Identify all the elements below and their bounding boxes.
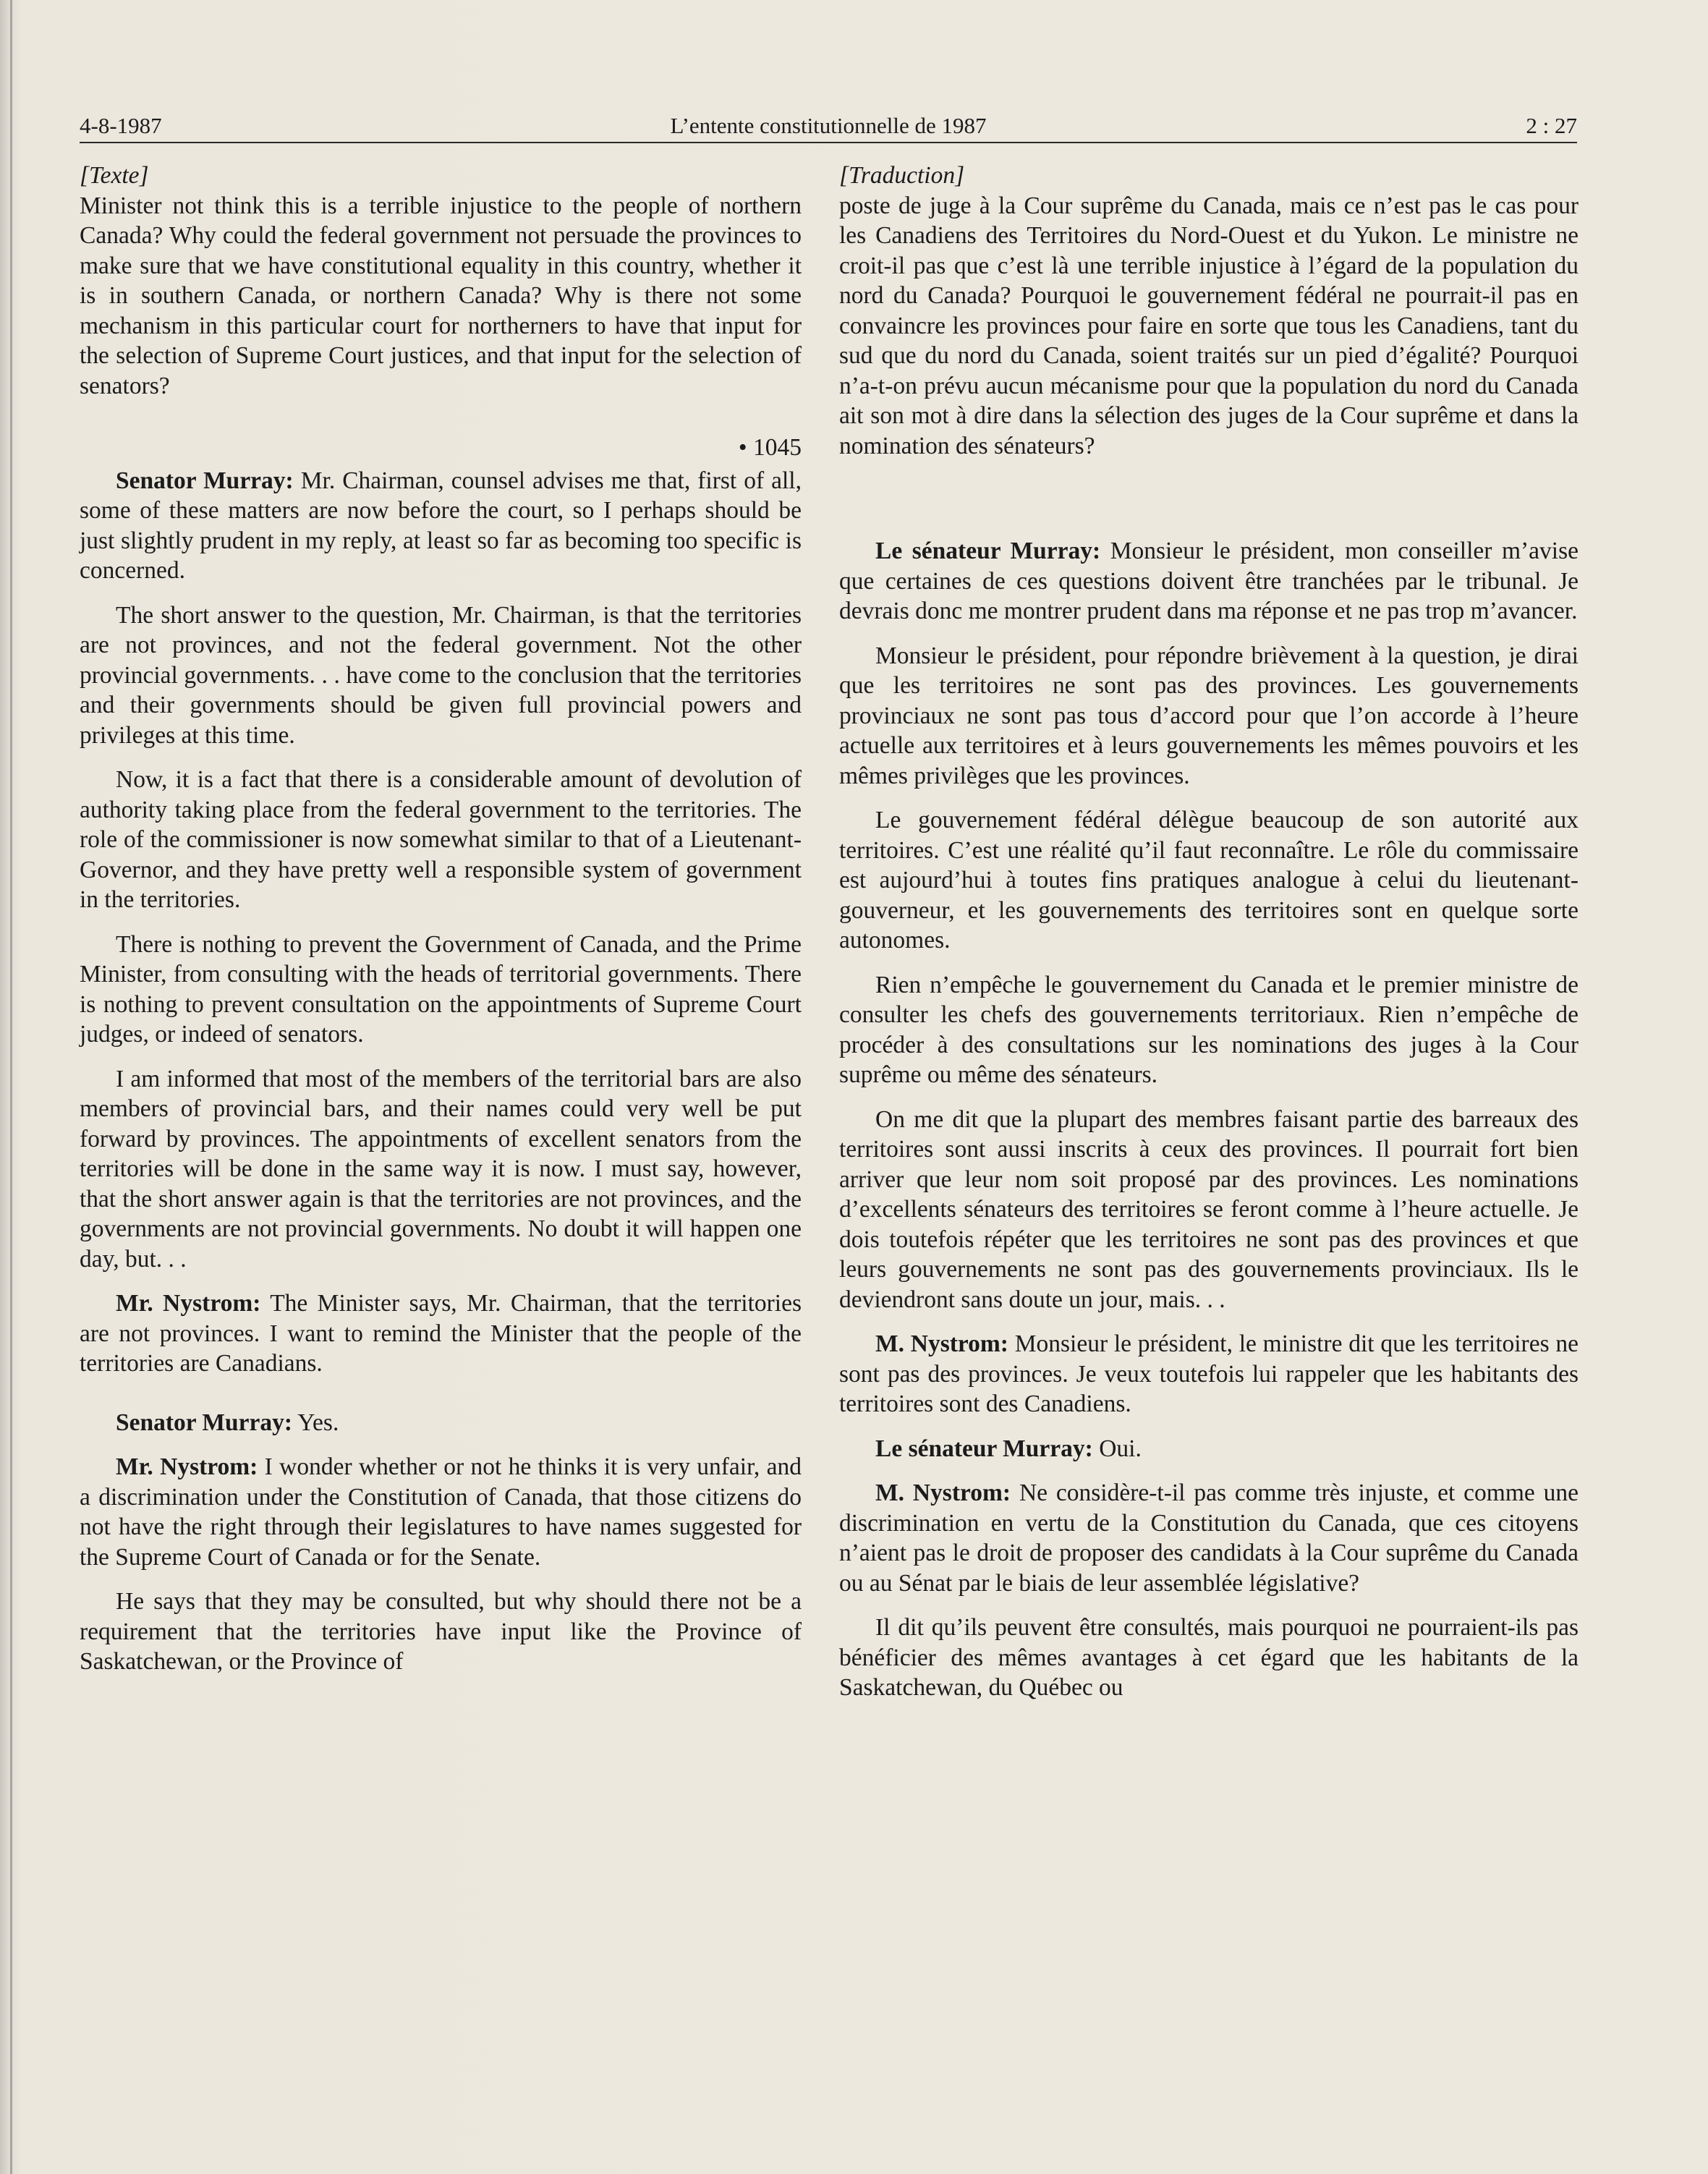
paragraph: He says that they may be consulted, but why should there not be a requirement that the territories have input like the Province of Saskatchewan, or the Province of <box>80 1588 802 1675</box>
speech <box>839 1434 1579 1464</box>
speech <box>839 1329 1579 1419</box>
translation-tag: [Traduction] <box>839 162 965 189</box>
speech-text: Mr. Chairman, counsel advises me that, first of all, some of these matters are now before the court, so I perhaps should be just slightly prudent in my reply, at least so far as becoming too specific is concerned. <box>80 467 802 584</box>
header-page-number: 2 : 27 <box>1526 113 1577 138</box>
speech-text: Monsieur le président, mon conseiller m’avise que certaines de ces questions doivent être tranchées par le tribunal. Je devrais donc me montrer prudent dans ma réponse et ne pas trop m’avancer. <box>839 538 1579 624</box>
paragraph: Le gouvernement fédéral délègue beaucoup de son autorité aux territoires. C’est une réalité qu’il faut reconnaître. Le rôle du commissaire est aujourd’hui à toutes fins pratiques analogue à celui du lieutenant-gouverneur, et les gouvernements des territoires sont en quelque sorte autonomes. <box>839 807 1579 954</box>
paragraph: I am informed that most of the members of the territorial bars are also members of provincial bars, and their names could very well be put forward by provinces. The appointments of excellent senators from the territories will be done in the same way it is now. I must say, however, that the short answer again is that the territories are not provinces, and the governments are not provincial governments. No doubt it will happen one day, but. . . <box>80 1065 802 1273</box>
speech <box>80 1288 802 1379</box>
spacer <box>839 461 1579 536</box>
speaker-name: Mr. Nystrom: <box>116 1453 258 1480</box>
speaker-name: M. Nystrom: <box>875 1330 1008 1357</box>
paragraph: There is nothing to prevent the Government of Canada, and the Prime Minister, from consulting with the heads of territorial governments. There is nothing to prevent consultation on the appointments of Supreme Court judges, or indeed of senators. <box>80 930 802 1048</box>
speaker-name: Mr. Nystrom: <box>116 1290 261 1317</box>
english-column <box>80 161 802 1691</box>
time-marker: • 1045 <box>738 434 802 461</box>
spacer <box>80 1393 802 1408</box>
paragraph: poste de juge à la Cour suprême du Canada, mais ce n’est pas le cas pour les Canadiens des Territoires du Nord-Ouest et du Yukon. Le ministre ne croit-il pas que c’est là une terrible injustice à l’égard de la population du nord du Canada? Pourquoi le gouvernement fédéral ne pourrait-il pas en convaincre les provinces pour faire en sorte que tous les Canadiens, tant du sud que du nord du Canada, soient traités sur un pied d’égalité? Pourquoi n’a-t-on prévu aucun mécanisme pour que la population du nord du Canada ait son mot à dire dans la sélection des juges de la Cour suprême et dans la nomination des sénateurs? <box>839 192 1579 459</box>
text-tag: [Texte] <box>80 162 149 189</box>
binding-edge <box>10 0 12 2174</box>
header-title: L’entente constitutionnelle de 1987 <box>670 113 987 138</box>
speech <box>80 1452 802 1572</box>
french-column <box>839 161 1579 1717</box>
header-rule <box>80 142 1577 143</box>
speaker-name: M. Nystrom: <box>875 1479 1011 1506</box>
speaker-name: Le sénateur Murray: <box>875 538 1101 564</box>
paragraph: Now, it is a fact that there is a considerable amount of devolution of authority taking place from the federal government to the territories. The role of the commissioner is now somewhat similar to that of a Lieutenant-Governor, and they have pretty well a responsible system of government in the territories. <box>80 766 802 913</box>
paragraph: Rien n’empêche le gouvernement du Canada et le premier ministre de consulter les chefs des gouvernements territoriaux. Rien n’empêche de procéder à des consultations sur les nominations des juges à la Cour suprême ou même des sénateurs. <box>839 971 1579 1088</box>
paragraph: Il dit qu’ils peuvent être consultés, mais pourquoi ne pourraient-ils pas bénéficier des mêmes avantages à cet égard que les habitants de la Saskatchewan, du Québec ou <box>839 1614 1579 1701</box>
speech-text: Oui. <box>1092 1435 1142 1462</box>
speech-text: Monsieur le président, le ministre dit que les territoires ne sont pas des provinces. Je veux toutefois lui rappeler que les habitants des territoires sont des Canadiens. <box>839 1330 1579 1417</box>
paragraph: Minister not think this is a terrible injustice to the people of northern Canada? Why could the federal government not persuade the provinces to make sure that we have constitutional equality in this country, whether it is in southern Canada, or northern Canada? Why is there not some mechanism in this particular court for northerners to have that input for the selection of Supreme Court justices, and that input for the selection of senators? <box>80 192 802 399</box>
speech-text: Ne considère-t-il pas comme très injuste, et comme une discrimination en vertu de la Constitution du Canada, que ces citoyens n’aient pas le droit de proposer des candidats à la Cour suprême du Canada ou au Sénat par le biais de leur assemblée législative? <box>839 1479 1579 1597</box>
paragraph: The short answer to the question, Mr. Chairman, is that the territories are not provinces, and not the federal government. Not the other provincial governments. . . have come to the conclusion that the territories and their governments should be given full provincial powers and privileges at this time. <box>80 601 802 749</box>
speech <box>80 1408 802 1438</box>
speech-text: Yes. <box>292 1409 339 1436</box>
running-header <box>80 110 1577 142</box>
speech <box>80 466 802 586</box>
speaker-name: Senator Murray: <box>116 1409 293 1436</box>
speech-text: The Minister says, Mr. Chairman, that the territories are not provinces. I want to remind the Minister that the people of the territories are Canadians. <box>80 1290 802 1377</box>
speech-text: I wonder whether or not he thinks it is very unfair, and a discrimination under the Constitution of Canada, that those citizens do not have the right through their legislatures to have names suggested for the Supreme Court of Canada or for the Senate. <box>80 1453 802 1571</box>
header-date: 4-8-1987 <box>80 113 162 138</box>
speech <box>839 536 1579 627</box>
speaker-name: Le sénateur Murray: <box>875 1435 1093 1462</box>
paragraph: On me dit que la plupart des membres faisant partie des barreaux des territoires sont aussi inscrits à ceux des provinces. Il pourrait fort bien arriver que leur nom soit proposé par des provinces. Les nominations d’excellents sénateurs des territoires se feront comme à l’heure actuelle. Je dois toutefois répéter que les territoires ne sont pas des provinces et que leurs gouvernements ne sont pas des gouvernements provinciaux. Ils le deviendront sans doute un jour, mais. . . <box>839 1105 1579 1313</box>
paragraph: Monsieur le président, pour répondre brièvement à la question, je dirai que les territoires ne sont pas des provinces. Les gouvernements provinciaux ne sont pas tous d’accord pour que l’on accorde à l’heure actuelle aux territoires et à leurs gouvernements les mêmes pouvoirs et les mêmes privilèges que les provinces. <box>839 642 1579 789</box>
speech <box>839 1478 1579 1598</box>
speaker-name: Senator Murray: <box>116 467 294 494</box>
